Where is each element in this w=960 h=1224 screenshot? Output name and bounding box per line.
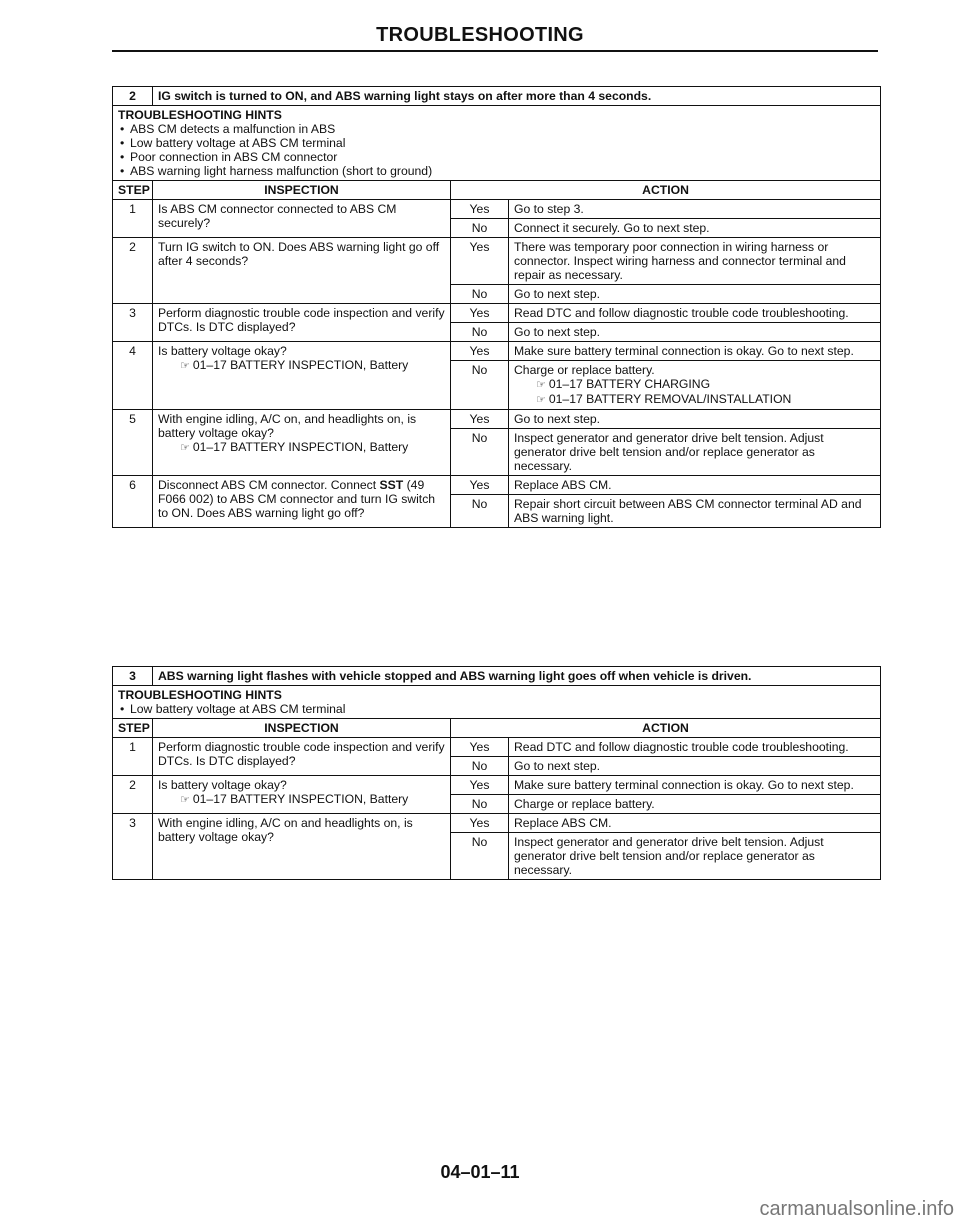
watermark-text: carmanualsonline.info bbox=[759, 1198, 954, 1220]
table-row bbox=[113, 738, 881, 757]
hint-item: • Low battery voltage at ABS CM terminal bbox=[118, 702, 875, 716]
troubleshooting-table-2 bbox=[112, 86, 881, 528]
reference-link[interactable]: 01–17 BATTERY CHARGING bbox=[548, 377, 711, 391]
step-number: 3 bbox=[113, 304, 153, 342]
action-text: Charge or replace battery. bbox=[514, 363, 655, 377]
step-number: 1 bbox=[113, 738, 153, 776]
step-column-header: STEP bbox=[113, 719, 153, 738]
inspection-column-header: INSPECTION bbox=[153, 719, 451, 738]
answer-no: No bbox=[451, 323, 509, 342]
reference-hand-icon: ☞ bbox=[536, 394, 546, 406]
sst-label: SST bbox=[379, 478, 404, 492]
procedure-header-row bbox=[113, 87, 881, 106]
column-header-row bbox=[113, 181, 881, 200]
answer-yes: Yes bbox=[451, 738, 509, 757]
step-number: 6 bbox=[113, 476, 153, 528]
action-text: Repair short circuit between ABS CM connector terminal AD and ABS warning light. bbox=[509, 495, 881, 528]
hints-row bbox=[113, 106, 881, 181]
action-text: Replace ABS CM. bbox=[509, 476, 881, 495]
action-text: Inspect generator and generator drive belt tension. Adjust generator drive belt tension and/or replace generator as necessary. bbox=[509, 429, 881, 476]
reference-link[interactable]: 01–17 BATTERY INSPECTION, Battery bbox=[192, 358, 409, 372]
inspection-text: Perform diagnostic trouble code inspection and verify DTCs. Is DTC displayed? bbox=[153, 738, 451, 776]
inspection-text: Is ABS CM connector connected to ABS CM securely? bbox=[153, 200, 451, 238]
hint-item: • ABS warning light harness malfunction (short to ground) bbox=[118, 164, 875, 178]
step-number: 5 bbox=[113, 410, 153, 476]
reference-link[interactable]: 01–17 BATTERY REMOVAL/INSTALLATION bbox=[548, 392, 792, 406]
action-text: Go to step 3. bbox=[509, 200, 881, 219]
column-header-row bbox=[113, 719, 881, 738]
action-text: Charge or replace battery. bbox=[509, 795, 881, 814]
header-rule bbox=[112, 50, 878, 52]
table-row bbox=[113, 304, 881, 323]
answer-yes: Yes bbox=[451, 200, 509, 219]
inspection-text: With engine idling, A/C on, and headlights on, is battery voltage okay? bbox=[158, 412, 417, 440]
action-text: Connect it securely. Go to next step. bbox=[509, 219, 881, 238]
answer-no: No bbox=[451, 429, 509, 476]
table-row bbox=[113, 342, 881, 361]
inspection-text: Is battery voltage okay? bbox=[158, 344, 287, 358]
answer-no: No bbox=[451, 757, 509, 776]
action-text: Go to next step. bbox=[509, 323, 881, 342]
step-number: 2 bbox=[113, 238, 153, 304]
reference-line bbox=[514, 392, 875, 407]
reference-line bbox=[158, 358, 445, 373]
reference-hand-icon: ☞ bbox=[536, 379, 546, 391]
step-number: 1 bbox=[113, 200, 153, 238]
action-text: Inspect generator and generator drive belt tension. Adjust generator drive belt tension and/or replace generator as necessary. bbox=[509, 833, 881, 880]
hint-list bbox=[118, 702, 875, 716]
action-text: Go to next step. bbox=[509, 410, 881, 429]
action-text: Make sure battery terminal connection is okay. Go to next step. bbox=[509, 342, 881, 361]
inspection-text: Perform diagnostic trouble code inspection and verify DTCs. Is DTC displayed? bbox=[153, 304, 451, 342]
inspection-text: With engine idling, A/C on and headlights on, is battery voltage okay? bbox=[153, 814, 451, 880]
table-row bbox=[113, 410, 881, 429]
table-row bbox=[113, 476, 881, 495]
step-number: 4 bbox=[113, 342, 153, 410]
reference-link[interactable]: 01–17 BATTERY INSPECTION, Battery bbox=[192, 440, 409, 454]
hint-item: • Poor connection in ABS CM connector bbox=[118, 150, 875, 164]
action-text: Replace ABS CM. bbox=[509, 814, 881, 833]
reference-line bbox=[158, 792, 445, 807]
procedure-number: 2 bbox=[113, 87, 153, 106]
page-title: TROUBLESHOOTING bbox=[376, 24, 584, 46]
answer-yes: Yes bbox=[451, 814, 509, 833]
reference-hand-icon: ☞ bbox=[180, 794, 190, 806]
action-text: Read DTC and follow diagnostic trouble code troubleshooting. bbox=[509, 738, 881, 757]
inspection-text: Turn IG switch to ON. Does ABS warning light go off after 4 seconds? bbox=[153, 238, 451, 304]
hints-cell bbox=[113, 686, 881, 719]
action-column-header: ACTION bbox=[451, 719, 881, 738]
inspection-text: Is battery voltage okay? bbox=[158, 778, 287, 792]
answer-no: No bbox=[451, 219, 509, 238]
reference-link[interactable]: 01–17 BATTERY INSPECTION, Battery bbox=[192, 792, 409, 806]
hints-row bbox=[113, 686, 881, 719]
answer-no: No bbox=[451, 285, 509, 304]
inspection-text: (49 F066 002) to ABS CM connector and turn IG switch to ON. Does ABS warning light go off? bbox=[158, 478, 436, 520]
procedure-header-row bbox=[113, 667, 881, 686]
hint-list bbox=[118, 122, 875, 178]
hint-item: • Low battery voltage at ABS CM terminal bbox=[118, 136, 875, 150]
table-row bbox=[113, 200, 881, 219]
step-number: 2 bbox=[113, 776, 153, 814]
action-text: Make sure battery terminal connection is okay. Go to next step. bbox=[509, 776, 881, 795]
inspection-cell bbox=[153, 410, 451, 476]
action-text: Read DTC and follow diagnostic trouble code troubleshooting. bbox=[509, 304, 881, 323]
answer-yes: Yes bbox=[451, 776, 509, 795]
table-row bbox=[113, 776, 881, 795]
answer-yes: Yes bbox=[451, 238, 509, 285]
hints-cell bbox=[113, 106, 881, 181]
hint-item: • ABS CM detects a malfunction in ABS bbox=[118, 122, 875, 136]
procedure-title: IG switch is turned to ON, and ABS warning light stays on after more than 4 seconds. bbox=[153, 87, 881, 106]
table-row bbox=[113, 238, 881, 285]
reference-line bbox=[158, 440, 445, 455]
inspection-column-header: INSPECTION bbox=[153, 181, 451, 200]
hints-title: TROUBLESHOOTING HINTS bbox=[118, 688, 282, 702]
answer-no: No bbox=[451, 795, 509, 814]
table-row bbox=[113, 814, 881, 833]
answer-yes: Yes bbox=[451, 410, 509, 429]
inspection-text: Disconnect ABS CM connector. Connect bbox=[158, 478, 380, 492]
answer-no: No bbox=[451, 833, 509, 880]
answer-yes: Yes bbox=[451, 342, 509, 361]
action-column-header: ACTION bbox=[451, 181, 881, 200]
procedure-number: 3 bbox=[113, 667, 153, 686]
inspection-cell bbox=[153, 342, 451, 410]
troubleshooting-table-3 bbox=[112, 666, 881, 880]
hints-title: TROUBLESHOOTING HINTS bbox=[118, 108, 282, 122]
answer-no: No bbox=[451, 361, 509, 410]
reference-line bbox=[514, 377, 875, 392]
answer-yes: Yes bbox=[451, 304, 509, 323]
reference-hand-icon: ☞ bbox=[180, 442, 190, 454]
answer-yes: Yes bbox=[451, 476, 509, 495]
step-column-header: STEP bbox=[113, 181, 153, 200]
action-text: There was temporary poor connection in wiring harness or connector. Inspect wiring harness and connector terminal and repair as necessary. bbox=[509, 238, 881, 285]
inspection-cell bbox=[153, 776, 451, 814]
answer-no: No bbox=[451, 495, 509, 528]
page-number: 04–01–11 bbox=[440, 1162, 520, 1182]
step-number: 3 bbox=[113, 814, 153, 880]
procedure-title: ABS warning light flashes with vehicle stopped and ABS warning light goes off when vehicle is driven. bbox=[153, 667, 881, 686]
action-cell bbox=[509, 361, 881, 410]
action-text: Go to next step. bbox=[509, 757, 881, 776]
action-text: Go to next step. bbox=[509, 285, 881, 304]
reference-hand-icon: ☞ bbox=[180, 360, 190, 372]
inspection-cell bbox=[153, 476, 451, 528]
